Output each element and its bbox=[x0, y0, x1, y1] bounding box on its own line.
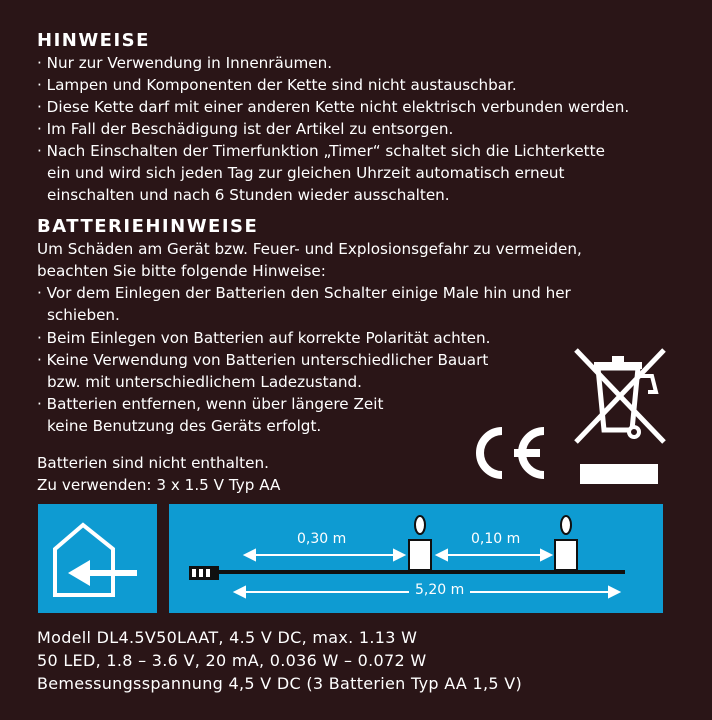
batterie-line: · Keine Verwendung von Batterien unterschiedlicher Bauart bbox=[37, 351, 489, 369]
batterie-line: · Vor dem Einlegen der Batterien den Schalter einige Male hin und her bbox=[37, 284, 571, 302]
hinweis-line: ein und wird sich jeden Tag zur gleichen Uhrzeit automatisch erneut bbox=[47, 164, 565, 182]
hinweis-line: · Nach Einschalten der Timerfunktion „Timer“ schaltet sich die Lichterkette bbox=[37, 142, 605, 160]
indoor-use-box bbox=[38, 504, 157, 613]
weee-bar bbox=[580, 464, 658, 484]
spec-led: 50 LED, 1.8 – 3.6 V, 20 mA, 0.036 W – 0.072 W bbox=[37, 651, 427, 670]
section-title-batteriehinweise: BATTERIEHINWEISE bbox=[37, 216, 259, 237]
spec-model: Modell DL4.5V50LAAT, 4.5 V DC, max. 1.13 W bbox=[37, 628, 418, 647]
batterie-line: bzw. mit unterschiedlichem Ladezustand. bbox=[47, 373, 362, 391]
hinweis-line: · Lampen und Komponenten der Kette sind nicht austauschbar. bbox=[37, 76, 517, 94]
batterie-line: beachten Sie bitte folgende Hinweise: bbox=[37, 262, 326, 280]
ce-mark-icon bbox=[462, 423, 548, 483]
dimension-label-plug-to-first: 0,30 m bbox=[297, 531, 347, 547]
section-title-hinweise: HINWEISE bbox=[37, 30, 150, 51]
hinweis-line: · Diese Kette darf mit einer anderen Kette nicht elektrisch verbunden werden. bbox=[37, 98, 630, 116]
batterie-line: · Batterien entfernen, wenn über längere Zeit bbox=[37, 395, 384, 413]
batterie-line: · Beim Einlegen von Batterien auf korrekte Polarität achten. bbox=[37, 329, 491, 347]
battery-usage-note: Zu verwenden: 3 x 1.5 V Typ AA bbox=[37, 476, 281, 494]
weee-bin-icon bbox=[572, 346, 668, 446]
hinweis-line: einschalten und nach 6 Stunden wieder ausschalten. bbox=[47, 186, 450, 204]
spec-voltage: Bemessungsspannung 4,5 V DC (3 Batterien Typ AA 1,5 V) bbox=[37, 674, 523, 693]
batterie-line: schieben. bbox=[47, 306, 120, 324]
light-chain-diagram bbox=[169, 504, 663, 613]
hinweis-line: · Nur zur Verwendung in Innenräumen. bbox=[37, 54, 333, 72]
house-indoor-icon bbox=[38, 504, 157, 613]
battery-note: Batterien sind nicht enthalten. bbox=[37, 454, 269, 472]
dimension-label-between-lights: 0,10 m bbox=[471, 531, 521, 547]
batterie-line: Um Schäden am Gerät bzw. Feuer- und Explosionsgefahr zu vermeiden, bbox=[37, 240, 582, 258]
batterie-line: keine Benutzung des Geräts erfolgt. bbox=[47, 417, 322, 435]
dimension-label-total-length: 5,20 m bbox=[409, 582, 470, 598]
hinweis-line: · Im Fall der Beschädigung ist der Artikel zu entsorgen. bbox=[37, 120, 454, 138]
